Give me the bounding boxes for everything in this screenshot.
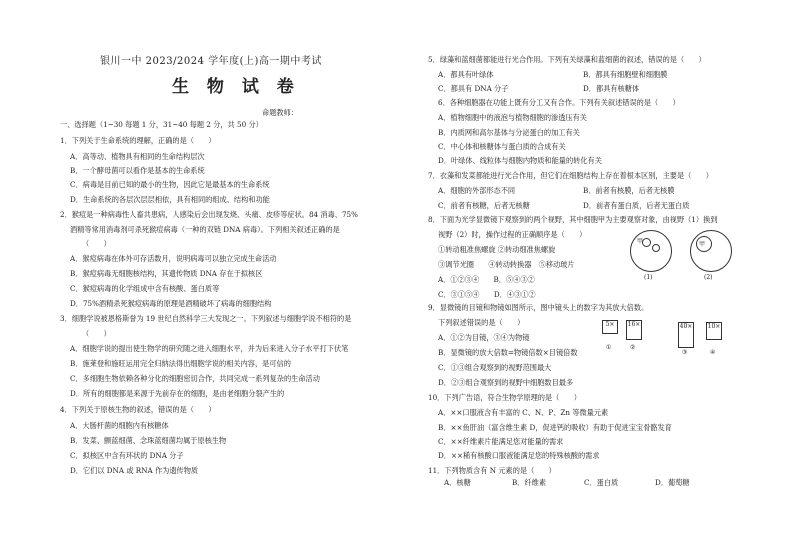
left-text-line: 酒精等常用消毒剂可杀死猴痘病毒（一种的双链 DNA 病毒）。下列相关叙述正确的是 [70, 225, 340, 234]
right-text-line: D．②③组合观察到的视野中细胞数目最多 [438, 378, 574, 387]
right-text-line: C．③①⑤④ D．④③①② [438, 290, 536, 299]
cell-label-1: 甲 [637, 238, 644, 245]
right-text-line: 6．各种细胞器在功能上既有分工又有合作。下列有关叙述错误的是（ ） [438, 98, 680, 107]
right-text-line: 视野（2）时，操作过程的正确顺序是（ ） [438, 230, 587, 239]
right-text-line: C．①③组合观察到的视野范围最大 [438, 363, 552, 372]
left-text-line: B．发菜、颤蓝细菌、念珠蓝细菌均属于原核生物 [70, 436, 227, 445]
right-text-line: 9．显微镜的目镜和物镜如图所示，图中镜头上的数字为其放大倍数。 [428, 303, 649, 312]
field-label-1: (1) [644, 274, 653, 281]
right-text-line: D．前者有蛋白质，后者无蛋白质 [583, 201, 690, 210]
microscope-fields-figure [628, 228, 738, 288]
left-text-line: A．高等动、植物具有相同的生命结构层次 [70, 152, 205, 161]
left-text-line: A．细胞学说的提出使生物学的研究随之进入细胞水平，并为后来进入分子水平打下伏笔 [70, 344, 349, 353]
left-text-line: C．拟核区中含有环状的 DNA 分子 [70, 451, 184, 460]
right-text-line: B．前者有核膜，后者无核膜 [583, 186, 675, 195]
left-text-line: D．所有的细胞都是来源于先前存在的细胞，是由老细胞分裂产生的 [70, 389, 285, 398]
right-text-line: 下列叙述错误的是（ ） [438, 318, 525, 327]
right-text-line: ③调节光圈 ④转动转换器 ⑤移动玻片 [438, 260, 575, 269]
left-text-line: 3．细胞学说被恩格斯誉为 19 世纪自然科学三大发现之一。下列叙述与细胞学说不相符的是 [60, 314, 352, 323]
left-text-line: C．猴痘病毒的化学组成中含有核酸、蛋白质等 [70, 284, 220, 293]
author-label: 命题教师： [262, 108, 298, 117]
left-text-line: （ ） [82, 329, 111, 338]
right-text-line: D．叶绿体、线粒体与细胞内物质和能量的转化有关 [438, 156, 602, 165]
left-text-line: C．多细胞生物依赖各种分化的细胞密切合作，共同完成一系列复杂的生命活动 [70, 374, 320, 383]
left-text-line: D．它们以 DNA 或 RNA 作为遗传物质 [70, 466, 199, 475]
q11-option-c: C．蛋白质 [584, 478, 619, 487]
lens-figure [598, 318, 728, 358]
right-text-line: A．细胞的外部形态不同 [438, 186, 516, 195]
right-text-line: D．××稀有核酸口服液能满足您的特殊核酸的需求 [438, 451, 600, 460]
school-title: 银川一中 2023/2024 学年度(上)高一期中考试 [100, 56, 322, 67]
cell-small-2 [652, 244, 660, 252]
q11-option-a: A．核糖 [444, 478, 471, 487]
right-text-line: C．××纤维素片能满足您对能量的需求 [438, 437, 564, 446]
left-text-line: A．大肠杆菌的细胞内有核糖体 [70, 421, 169, 430]
lens-1: 5× [602, 320, 618, 334]
right-text-line: A．都具有叶绿体 [438, 70, 494, 79]
lens-4-number: ④ [710, 349, 716, 356]
right-text-line: C．中心体和核糖体与蛋白质的合成有关 [438, 142, 566, 151]
left-text-line: 2．猴痘是一种病毒性人畜共患病，人感染后会出现发烧、头痛、皮疹等症状。84 消毒、75% [60, 210, 358, 219]
right-text-line: B．显微镜的放大倍数=物镜倍数×目镜倍数 [438, 348, 578, 357]
field-of-view-2 [690, 230, 732, 272]
right-text-line: 7．衣藻和发菜都能进行光合作用，但它们在细胞结构上存在着根本区别，主要是（ ） [428, 171, 713, 180]
left-text-line: D．生命系统的各层次层层相依，具有相同的组成、结构和功能 [70, 195, 270, 204]
lens-2: 16× [626, 320, 642, 340]
left-text-line: 1．下列关于生命系统的理解，正确的是（ ） [60, 136, 216, 145]
right-text-line: 8．下面为光学显微镜下观察到的两个视野，其中细胞甲为主要观察对象，由视野（1）换到 [428, 215, 718, 224]
left-text-line: B．施莱登和施旺运用完全归纳法得出细胞学说的相关内容，是可信的 [70, 359, 291, 368]
right-text-line: 10．下列广告语，符合生物学原理的是（ ） [428, 393, 581, 402]
lens-3-number: ③ [682, 349, 688, 356]
q11-option-b: B．纤维素 [512, 478, 547, 487]
right-text-line: D．都具有核糖体 [583, 84, 640, 93]
left-text-line: C．病毒是目前已知的最小的生物，因此它是最基本的生命系统 [70, 180, 270, 189]
field-label-2: (2) [704, 274, 713, 281]
right-text-line: 5．绿藻和蓝细菌都能进行光合作用。下列有关绿藻和蓝细菌的叙述，错误的是（ ） [428, 55, 706, 64]
lens-3: 40× [678, 322, 694, 348]
right-text-line: A．①②③④ B．⑤④③② [438, 275, 535, 284]
right-text-line: B．××鱼肝油（富含维生素 D，促进钙的吸收）有助于促进宝宝骨骼发育 [438, 423, 672, 432]
left-text-line: D．75%酒精杀死猴痘病毒的原理是酒精破坏了病毒的细胞结构 [70, 299, 272, 308]
right-text-line: A．①②为目镜，③④为物镜 [438, 333, 530, 342]
subject-title: 生 物 试 卷 [172, 77, 300, 97]
left-text-line: B．猴痘病毒无细胞核结构，其遗传物质 DNA 存在于拟核区 [70, 269, 263, 278]
right-text-line: C．都具有 DNA 分子 [438, 84, 509, 93]
left-text-line: A．猴痘病毒在体外可存活数月，说明病毒可以独立完成生命活动 [70, 254, 277, 263]
q11-option-d: D．葡萄糖 [655, 478, 690, 487]
lens-1-number: ① [606, 344, 612, 351]
left-text-line: 一、选择题（1~30 每题 1 分，31~40 每题 2 分，共 50 分） [60, 120, 263, 129]
lens-4: 10× [706, 322, 722, 340]
right-text-line: C．前者有核糖，后者无核糖 [438, 201, 530, 210]
left-text-line: 4．下列关于原核生物的叙述，错误的是（ ） [60, 405, 216, 414]
right-text-line: A．植物细胞中的液泡与植物细胞的渗透压有关 [438, 113, 587, 122]
cell-label-2: 甲 [699, 241, 706, 248]
right-text-line: B．都具有细胞壁和细胞膜 [583, 70, 668, 79]
left-text-line: （ ） [82, 239, 111, 248]
right-text-line: A．××口服液含有丰富的 C、N、P、Zn 等微量元素 [438, 408, 609, 417]
right-text-line: B．内质网和高尔基体与分泌蛋白的加工有关 [438, 128, 580, 137]
right-text-line: 11．下列物质含有 N 元素的是（ ） [428, 466, 556, 475]
right-text-line: ①转动粗准焦螺旋 ②转动细准焦螺旋 [438, 245, 556, 254]
lens-2-number: ② [630, 344, 636, 351]
left-text-line: B．一个酵母菌可以看作是基本的生命系统 [70, 166, 205, 175]
cell-small [642, 238, 651, 247]
